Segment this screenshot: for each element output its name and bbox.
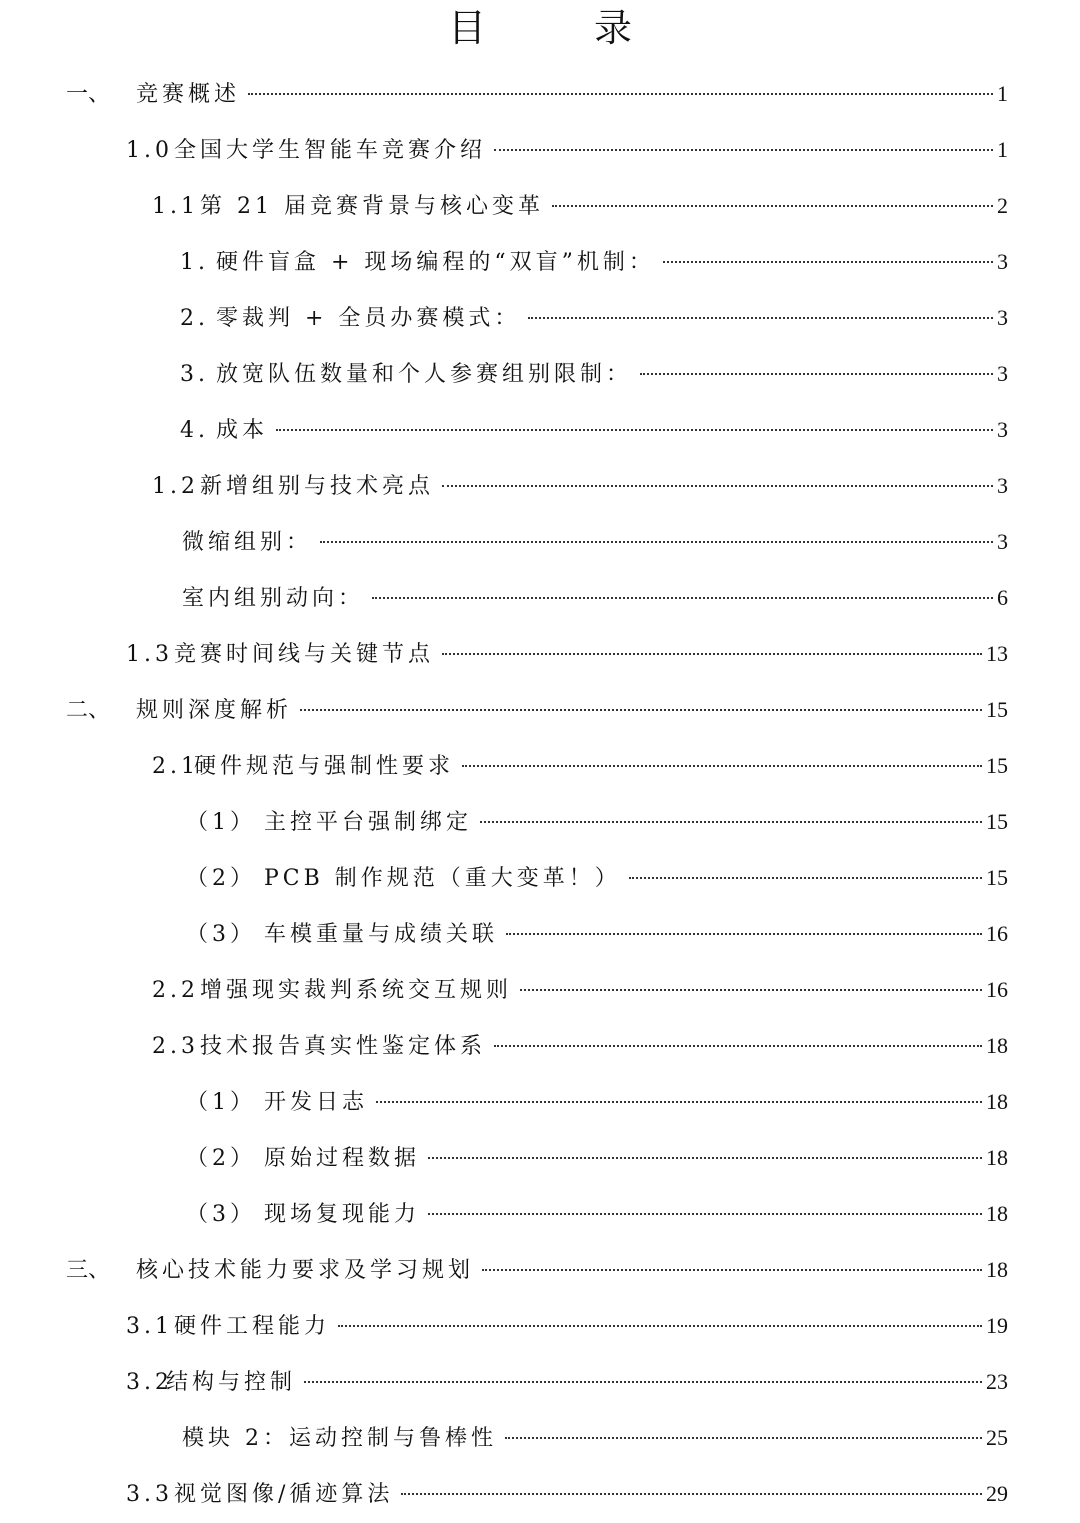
toc-entry-number: （1） (186, 1090, 256, 1115)
dot-leader (528, 317, 993, 319)
toc-entry-label: 主控平台强制绑定 (264, 810, 473, 835)
toc-entry[interactable] (182, 1410, 1008, 1466)
toc-entry-page: 16 (986, 977, 1008, 1002)
toc-entry[interactable] (186, 850, 1008, 906)
toc-entry[interactable] (186, 906, 1008, 962)
toc-entry-page: 3 (997, 249, 1008, 274)
toc-entry-label: 竞赛概述 (136, 82, 241, 107)
toc-entry[interactable] (186, 1130, 1008, 1186)
toc-entry[interactable] (126, 1354, 1008, 1410)
toc-entry[interactable] (66, 66, 1008, 122)
toc-entry-number: 2.2 (152, 978, 199, 1003)
toc-entry-label: 硬件规范与强制性要求 (194, 754, 455, 779)
toc-entry-page: 19 (986, 1313, 1008, 1338)
toc-entry-number: 4. (180, 418, 209, 443)
dot-leader (494, 149, 993, 151)
toc-entry-label: 微缩组别： (182, 530, 313, 555)
dot-leader (428, 1213, 982, 1215)
toc-entry-number: 1. (180, 250, 209, 275)
toc-entry[interactable] (186, 794, 1008, 850)
dot-leader (480, 821, 982, 823)
dot-leader (552, 205, 993, 207)
toc-entry-label: 结构与控制 (166, 1370, 297, 1395)
toc-entry-page: 15 (986, 809, 1008, 834)
dot-leader (640, 373, 993, 375)
toc-entry-page: 1 (997, 81, 1008, 106)
dot-leader (372, 597, 993, 599)
dot-leader (442, 653, 982, 655)
dot-leader (520, 989, 982, 991)
toc-entry-number: 3.1 (126, 1314, 173, 1339)
dot-leader (482, 1269, 982, 1271)
toc-entry-label: 室内组别动向： (182, 586, 365, 611)
toc-entry-page: 3 (997, 529, 1008, 554)
toc-entry[interactable] (152, 458, 1008, 514)
dot-leader (300, 709, 982, 711)
toc-entry-label: 原始过程数据 (264, 1146, 421, 1171)
dot-leader (506, 933, 982, 935)
toc-entry[interactable] (152, 962, 1008, 1018)
toc-entry-page: 3 (997, 473, 1008, 498)
toc-entry-number: （1） (186, 810, 256, 835)
toc-entry[interactable] (180, 346, 1008, 402)
toc-entry-label: 车模重量与成绩关联 (264, 922, 499, 947)
toc-entry[interactable] (126, 1466, 1008, 1522)
toc-entry-label: 视觉图像/循迹算法 (174, 1482, 394, 1507)
toc-entry-page: 3 (997, 417, 1008, 442)
dot-leader (442, 485, 993, 487)
toc-entry[interactable] (186, 1074, 1008, 1130)
toc-entry-number: 3.2 (126, 1370, 173, 1395)
toc-entry-number: 2.1 (152, 754, 199, 779)
dot-leader (338, 1325, 982, 1327)
toc-entry-page: 15 (986, 753, 1008, 778)
toc-entry-label: 技术报告真实性鉴定体系 (200, 1034, 487, 1059)
toc-entry[interactable] (66, 1242, 1008, 1298)
toc-entry-label: 竞赛时间线与关键节点 (174, 642, 435, 667)
toc-entry[interactable] (180, 234, 1008, 290)
toc-entry-number: 二、 (66, 698, 111, 723)
dot-leader (276, 429, 993, 431)
dot-leader (304, 1381, 982, 1383)
dot-leader (494, 1045, 982, 1047)
toc-entry-number: 2.3 (152, 1034, 199, 1059)
toc-entry-label: 全国大学生智能车竞赛介绍 (174, 138, 487, 163)
toc-entry-number: 一、 (66, 82, 111, 107)
toc-entry-page: 25 (986, 1425, 1008, 1450)
toc-entry-number: 3. (180, 362, 209, 387)
toc-entry[interactable] (126, 626, 1008, 682)
toc-entry-label: 硬件工程能力 (174, 1314, 331, 1339)
toc-entry-number: （3） (186, 1202, 256, 1227)
toc-entry-label: 硬件盲盒 + 现场编程的“双盲”机制： (216, 250, 655, 275)
toc-entry-page: 18 (986, 1145, 1008, 1170)
toc-entry-label: 放宽队伍数量和个人参赛组别限制： (216, 362, 633, 387)
toc-entry-label: 开发日志 (264, 1090, 369, 1115)
toc-entry-number: 1.3 (126, 642, 173, 667)
toc-entry-page: 3 (997, 361, 1008, 386)
toc-entry-number: （2） (186, 1146, 256, 1171)
dot-leader (629, 877, 982, 879)
toc-entry-label: 成本 (216, 418, 269, 443)
toc-entry-page: 18 (986, 1257, 1008, 1282)
toc-entry-page: 6 (997, 585, 1008, 610)
toc-entry-number: 2. (180, 306, 209, 331)
toc-entry-label: 零裁判 + 全员办赛模式： (216, 306, 521, 331)
toc-entry-number: 1.1 (152, 194, 199, 219)
toc-entry-number: 3.3 (126, 1482, 173, 1507)
toc-entry[interactable] (126, 1298, 1008, 1354)
toc-entry-page: 29 (986, 1481, 1008, 1506)
toc-entry-number: 1.2 (152, 474, 199, 499)
toc-entry-number: （3） (186, 922, 256, 947)
toc-entry-page: 18 (986, 1033, 1008, 1058)
toc-entry-label: 增强现实裁判系统交互规则 (200, 978, 513, 1003)
toc-entry-number: （2） (186, 866, 256, 891)
toc-entry-page: 1 (997, 137, 1008, 162)
toc-entry[interactable] (180, 402, 1008, 458)
dot-leader (428, 1157, 982, 1159)
toc-entry-page: 23 (986, 1369, 1008, 1394)
dot-leader (462, 765, 982, 767)
toc-entry[interactable] (180, 290, 1008, 346)
toc-entry-label: 核心技术能力要求及学习规划 (136, 1258, 475, 1283)
toc-entry-page: 13 (986, 641, 1008, 666)
dot-leader (376, 1101, 982, 1103)
toc-entry-page: 2 (997, 193, 1008, 218)
toc-entry[interactable] (182, 514, 1008, 570)
toc-entry[interactable] (126, 122, 1008, 178)
toc-entry-label: PCB 制作规范（重大变革！） (264, 866, 621, 891)
toc-entry-page: 15 (986, 865, 1008, 890)
toc-entry-page: 18 (986, 1201, 1008, 1226)
toc-entry[interactable] (182, 570, 1008, 626)
toc-entry-label: 模块 2：运动控制与鲁棒性 (182, 1426, 497, 1451)
toc-entry-page: 16 (986, 921, 1008, 946)
toc-entry-page: 18 (986, 1089, 1008, 1114)
toc-entry-number: 三、 (66, 1258, 111, 1283)
toc-entry-label: 第 21 届竞赛背景与核心变革 (200, 194, 544, 219)
toc-entry[interactable] (152, 178, 1008, 234)
dot-leader (401, 1493, 982, 1495)
dot-leader (320, 541, 993, 543)
dot-leader (663, 261, 993, 263)
toc-entry-number: 1.0 (126, 138, 173, 163)
toc-entry[interactable] (66, 682, 1008, 738)
toc-entry-label: 现场复现能力 (264, 1202, 421, 1227)
toc-entry-page: 3 (997, 305, 1008, 330)
toc-entry-page: 15 (986, 697, 1008, 722)
toc-entry[interactable] (152, 738, 1008, 794)
toc-entry[interactable] (186, 1186, 1008, 1242)
toc-entry-label: 规则深度解析 (136, 698, 293, 723)
page-title: 目 录 (447, 6, 681, 50)
dot-leader (248, 93, 993, 95)
toc-entry-label: 新增组别与技术亮点 (200, 474, 435, 499)
toc-entry[interactable] (152, 1018, 1008, 1074)
dot-leader (505, 1437, 982, 1439)
